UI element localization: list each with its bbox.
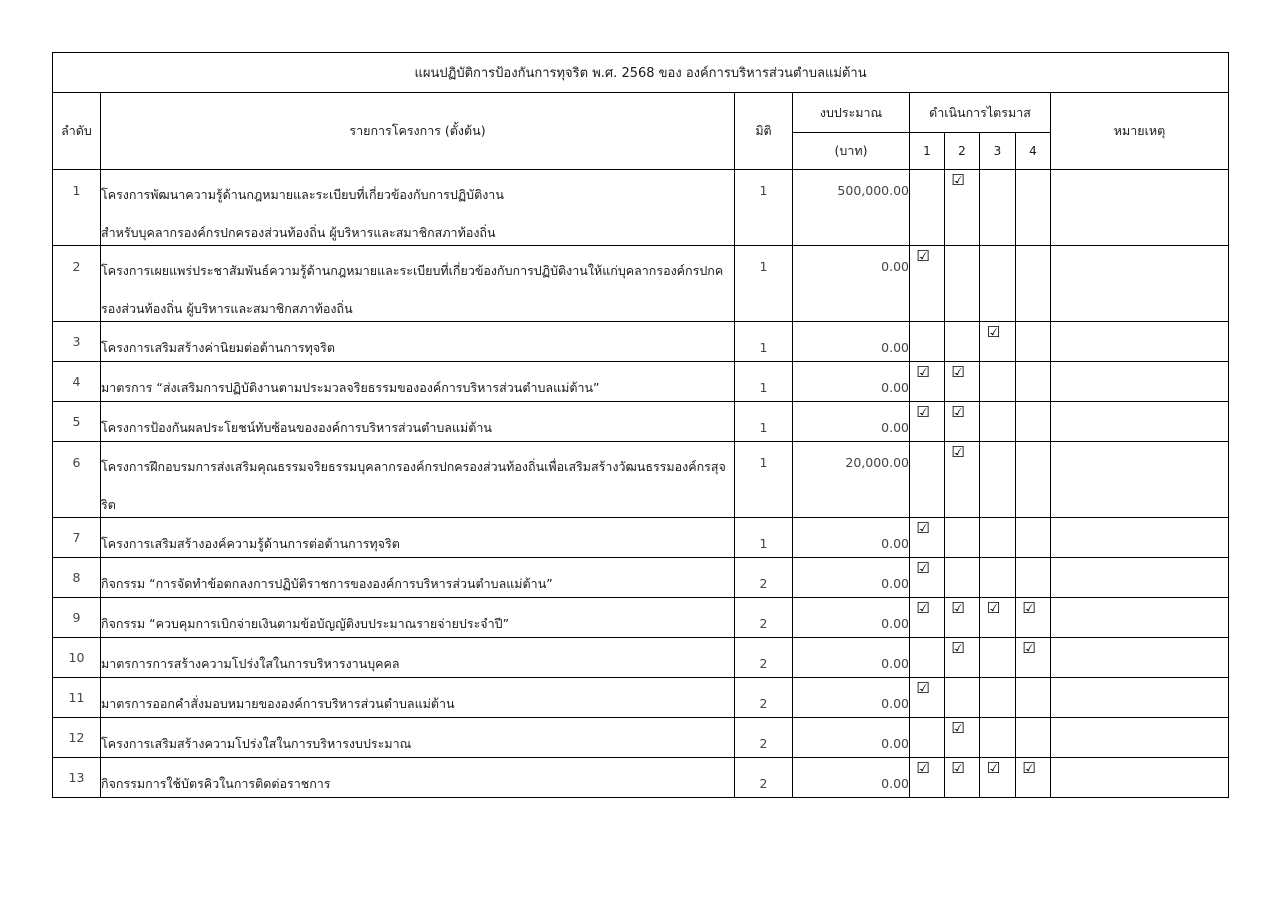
- budget-value: 0.00: [793, 402, 910, 442]
- project-name-line: มาตรการการสร้างความโปร่งใสในการบริหารงานบุคคล: [101, 656, 400, 671]
- table-row: [53, 758, 1229, 798]
- row-number: 8: [53, 558, 101, 598]
- quarter-1-cell: [910, 362, 945, 402]
- project-name-line: โครงการฝึกอบรมการส่งเสริมคุณธรรมจริยธรรมบุคลากรองค์กรปกครองส่วนท้องถิ่นเพื่อเสริมสร้างวัฒนธรรมองค์กรสุจ: [101, 459, 726, 474]
- table-row: [53, 518, 1229, 558]
- quarter-2-cell: [945, 246, 980, 322]
- project-name: [101, 638, 735, 678]
- row-number: 11: [53, 678, 101, 718]
- remarks-cell: [1051, 402, 1229, 442]
- quarter-3-cell: [980, 402, 1016, 442]
- dimension-value: 2: [735, 558, 793, 598]
- quarter-2-cell: [945, 362, 980, 402]
- quarter-1-cell: [910, 170, 945, 246]
- project-name: [101, 246, 735, 322]
- quarter-2-cell: [945, 678, 980, 718]
- quarter-4-cell: [1016, 442, 1051, 518]
- quarter-3-cell: [980, 718, 1016, 758]
- quarter-4-cell: [1016, 598, 1051, 638]
- table-row: [53, 402, 1229, 442]
- row-number: 1: [53, 170, 101, 246]
- quarter-2-cell: [945, 442, 980, 518]
- row-number: 7: [53, 518, 101, 558]
- table-row: [53, 362, 1229, 402]
- project-name: [101, 362, 735, 402]
- header-budget: งบประมาณ: [793, 93, 910, 133]
- project-name-line: รองส่วนท้องถิ่น ผู้บริหารและสมาชิกสภาท้องถิ่น: [101, 300, 353, 316]
- header-dimension: มิติ: [735, 93, 793, 170]
- header-project: รายการโครงการ (ตั้งต้น): [101, 93, 735, 170]
- checked-box-icon: ☑: [951, 443, 965, 461]
- project-name: [101, 758, 735, 798]
- project-name-line: กิจกรรมการใช้บัตรคิวในการติดต่อราชการ: [101, 776, 331, 791]
- quarter-4-cell: [1016, 558, 1051, 598]
- row-number: 5: [53, 402, 101, 442]
- project-name-line: สำหรับบุคลากรองค์กรปกครองส่วนท้องถิ่น ผู้บริหารและสมาชิกสภาท้องถิ่น: [101, 224, 496, 240]
- budget-value: 20,000.00: [793, 442, 910, 518]
- dimension-value: 1: [735, 246, 793, 322]
- dimension-value: 1: [735, 322, 793, 362]
- quarter-1-cell: [910, 638, 945, 678]
- project-name: [101, 402, 735, 442]
- project-name-line: กิจกรรม “การจัดทำข้อตกลงการปฏิบัติราชการขององค์การบริหารส่วนตำบลแม่ต้าน”: [101, 576, 553, 591]
- checked-box-icon: ☑: [1022, 599, 1036, 617]
- remarks-cell: [1051, 718, 1229, 758]
- row-number: 10: [53, 638, 101, 678]
- dimension-value: 1: [735, 518, 793, 558]
- checked-box-icon: ☑: [916, 247, 930, 265]
- dimension-value: 2: [735, 718, 793, 758]
- row-number: 6: [53, 442, 101, 518]
- project-name-line: ริต: [101, 496, 116, 512]
- quarter-4-cell: [1016, 362, 1051, 402]
- checked-box-icon: ☑: [1022, 759, 1036, 777]
- budget-value: 0.00: [793, 558, 910, 598]
- row-number: 12: [53, 718, 101, 758]
- project-name-line: โครงการป้องกันผลประโยชน์ทับซ้อนขององค์การบริหารส่วนตำบลแม่ต้าน: [101, 420, 492, 435]
- project-name-line: โครงการเสริมสร้างองค์ความรู้ด้านการต่อต้านการทุจริต: [101, 536, 400, 551]
- project-name-line: มาตรการ “ส่งเสริมการปฏิบัติงานตามประมวลจริยธรรมขององค์การบริหารส่วนตำบลแม่ต้าน”: [101, 380, 600, 395]
- header-budget-unit: (บาท): [793, 133, 910, 170]
- quarter-2-cell: [945, 718, 980, 758]
- table-row: [53, 442, 1229, 518]
- table-row: [53, 558, 1229, 598]
- quarter-4-cell: [1016, 246, 1051, 322]
- remarks-cell: [1051, 322, 1229, 362]
- row-number: 2: [53, 246, 101, 322]
- quarter-4-cell: [1016, 718, 1051, 758]
- quarter-3-cell: [980, 362, 1016, 402]
- quarter-3-cell: [980, 170, 1016, 246]
- header-remarks: หมายเหตุ: [1051, 93, 1229, 170]
- checked-box-icon: ☑: [986, 323, 1001, 341]
- project-name: [101, 678, 735, 718]
- quarter-4-cell: [1016, 678, 1051, 718]
- checked-box-icon: ☑: [951, 171, 965, 189]
- quarter-1-cell: [910, 678, 945, 718]
- anti-corruption-plan-table: [52, 52, 1229, 798]
- checked-box-icon: ☑: [951, 599, 965, 617]
- dimension-value: 2: [735, 678, 793, 718]
- row-number: 9: [53, 598, 101, 638]
- quarter-2-cell: [945, 758, 980, 798]
- quarter-4-cell: [1016, 758, 1051, 798]
- header-quarter-3: 3: [980, 133, 1016, 170]
- remarks-cell: [1051, 558, 1229, 598]
- quarter-1-cell: [910, 246, 945, 322]
- table-row: [53, 598, 1229, 638]
- project-name: [101, 558, 735, 598]
- header-quarter-1: 1: [910, 133, 945, 170]
- project-name: [101, 518, 735, 558]
- dimension-value: 1: [735, 170, 793, 246]
- checked-box-icon: ☑: [986, 599, 1001, 617]
- quarter-1-cell: [910, 402, 945, 442]
- quarter-2-cell: [945, 598, 980, 638]
- table-row: [53, 638, 1229, 678]
- checked-box-icon: ☑: [951, 363, 965, 381]
- table-row: [53, 718, 1229, 758]
- remarks-cell: [1051, 678, 1229, 718]
- checked-box-icon: ☑: [916, 759, 930, 777]
- header-quarter-4: 4: [1016, 133, 1051, 170]
- dimension-value: 2: [735, 758, 793, 798]
- remarks-cell: [1051, 638, 1229, 678]
- checked-box-icon: ☑: [951, 759, 965, 777]
- budget-value: 0.00: [793, 638, 910, 678]
- quarter-2-cell: [945, 518, 980, 558]
- checked-box-icon: ☑: [916, 679, 930, 697]
- checked-box-icon: ☑: [951, 719, 965, 737]
- quarter-4-cell: [1016, 402, 1051, 442]
- table-row: [53, 322, 1229, 362]
- quarter-1-cell: [910, 558, 945, 598]
- project-name-line: โครงการพัฒนาความรู้ด้านกฎหมายและระเบียบที่เกี่ยวข้องกับการปฏิบัติงาน: [101, 187, 504, 202]
- checked-box-icon: ☑: [916, 559, 930, 577]
- quarter-3-cell: [980, 246, 1016, 322]
- table-body: [53, 170, 1229, 798]
- budget-value: 0.00: [793, 758, 910, 798]
- quarter-3-cell: [980, 558, 1016, 598]
- project-name-line: โครงการเสริมสร้างค่านิยมต่อต้านการทุจริต: [101, 340, 336, 355]
- table-title: แผนปฏิบัติการป้องกันการทุจริต พ.ศ. 2568 ของ องค์การบริหารส่วนตำบลแม่ต้าน: [53, 53, 1229, 93]
- project-name: [101, 718, 735, 758]
- budget-value: 0.00: [793, 518, 910, 558]
- header-quarter-group: ดำเนินการไตรมาส: [910, 93, 1051, 133]
- checked-box-icon: ☑: [916, 403, 930, 421]
- quarter-3-cell: [980, 598, 1016, 638]
- dimension-value: 1: [735, 442, 793, 518]
- table-row: [53, 170, 1229, 246]
- quarter-3-cell: [980, 758, 1016, 798]
- budget-value: 0.00: [793, 322, 910, 362]
- quarter-2-cell: [945, 638, 980, 678]
- remarks-cell: [1051, 362, 1229, 402]
- checked-box-icon: ☑: [951, 639, 965, 657]
- quarter-4-cell: [1016, 170, 1051, 246]
- quarter-4-cell: [1016, 322, 1051, 362]
- row-number: 4: [53, 362, 101, 402]
- project-name: [101, 442, 735, 518]
- quarter-3-cell: [980, 638, 1016, 678]
- remarks-cell: [1051, 170, 1229, 246]
- checked-box-icon: ☑: [916, 363, 930, 381]
- quarter-1-cell: [910, 518, 945, 558]
- budget-value: 0.00: [793, 246, 910, 322]
- table-row: [53, 678, 1229, 718]
- row-number: 3: [53, 322, 101, 362]
- quarter-2-cell: [945, 170, 980, 246]
- remarks-cell: [1051, 598, 1229, 638]
- remarks-cell: [1051, 442, 1229, 518]
- quarter-1-cell: [910, 442, 945, 518]
- quarter-4-cell: [1016, 638, 1051, 678]
- quarter-2-cell: [945, 322, 980, 362]
- header-quarter-2: 2: [945, 133, 980, 170]
- remarks-cell: [1051, 758, 1229, 798]
- quarter-3-cell: [980, 518, 1016, 558]
- budget-value: 0.00: [793, 678, 910, 718]
- quarter-1-cell: [910, 718, 945, 758]
- remarks-cell: [1051, 246, 1229, 322]
- project-name: [101, 322, 735, 362]
- dimension-value: 2: [735, 638, 793, 678]
- remarks-cell: [1051, 518, 1229, 558]
- dimension-value: 1: [735, 402, 793, 442]
- header-no: ลำดับ: [53, 93, 101, 170]
- quarter-4-cell: [1016, 518, 1051, 558]
- quarter-2-cell: [945, 558, 980, 598]
- quarter-3-cell: [980, 322, 1016, 362]
- project-name-line: มาตรการออกคำสั่งมอบหมายขององค์การบริหารส่วนตำบลแม่ต้าน: [101, 696, 455, 711]
- checked-box-icon: ☑: [1022, 639, 1036, 657]
- quarter-3-cell: [980, 442, 1016, 518]
- project-name-line: กิจกรรม “ควบคุมการเบิกจ่ายเงินตามข้อบัญญัติงบประมาณรายจ่ายประจำปี”: [101, 616, 510, 631]
- quarter-1-cell: [910, 598, 945, 638]
- quarter-1-cell: [910, 758, 945, 798]
- quarter-1-cell: [910, 322, 945, 362]
- table-row: [53, 246, 1229, 322]
- budget-value: 0.00: [793, 718, 910, 758]
- quarter-2-cell: [945, 402, 980, 442]
- checked-box-icon: ☑: [986, 759, 1001, 777]
- checked-box-icon: ☑: [916, 519, 930, 537]
- checked-box-icon: ☑: [916, 599, 930, 617]
- budget-value: 500,000.00: [793, 170, 910, 246]
- dimension-value: 2: [735, 598, 793, 638]
- row-number: 13: [53, 758, 101, 798]
- quarter-3-cell: [980, 678, 1016, 718]
- project-name: [101, 170, 735, 246]
- checked-box-icon: ☑: [951, 403, 965, 421]
- budget-value: 0.00: [793, 362, 910, 402]
- dimension-value: 1: [735, 362, 793, 402]
- project-name-line: โครงการเผยแพร่ประชาสัมพันธ์ความรู้ด้านกฎหมายและระเบียบที่เกี่ยวข้องกับการปฏิบัติงานให้แก่บุคลากรองค์กรปกค: [101, 263, 724, 278]
- budget-value: 0.00: [793, 598, 910, 638]
- project-name-line: โครงการเสริมสร้างความโปร่งใสในการบริหารงบประมาณ: [101, 736, 412, 751]
- project-name: [101, 598, 735, 638]
